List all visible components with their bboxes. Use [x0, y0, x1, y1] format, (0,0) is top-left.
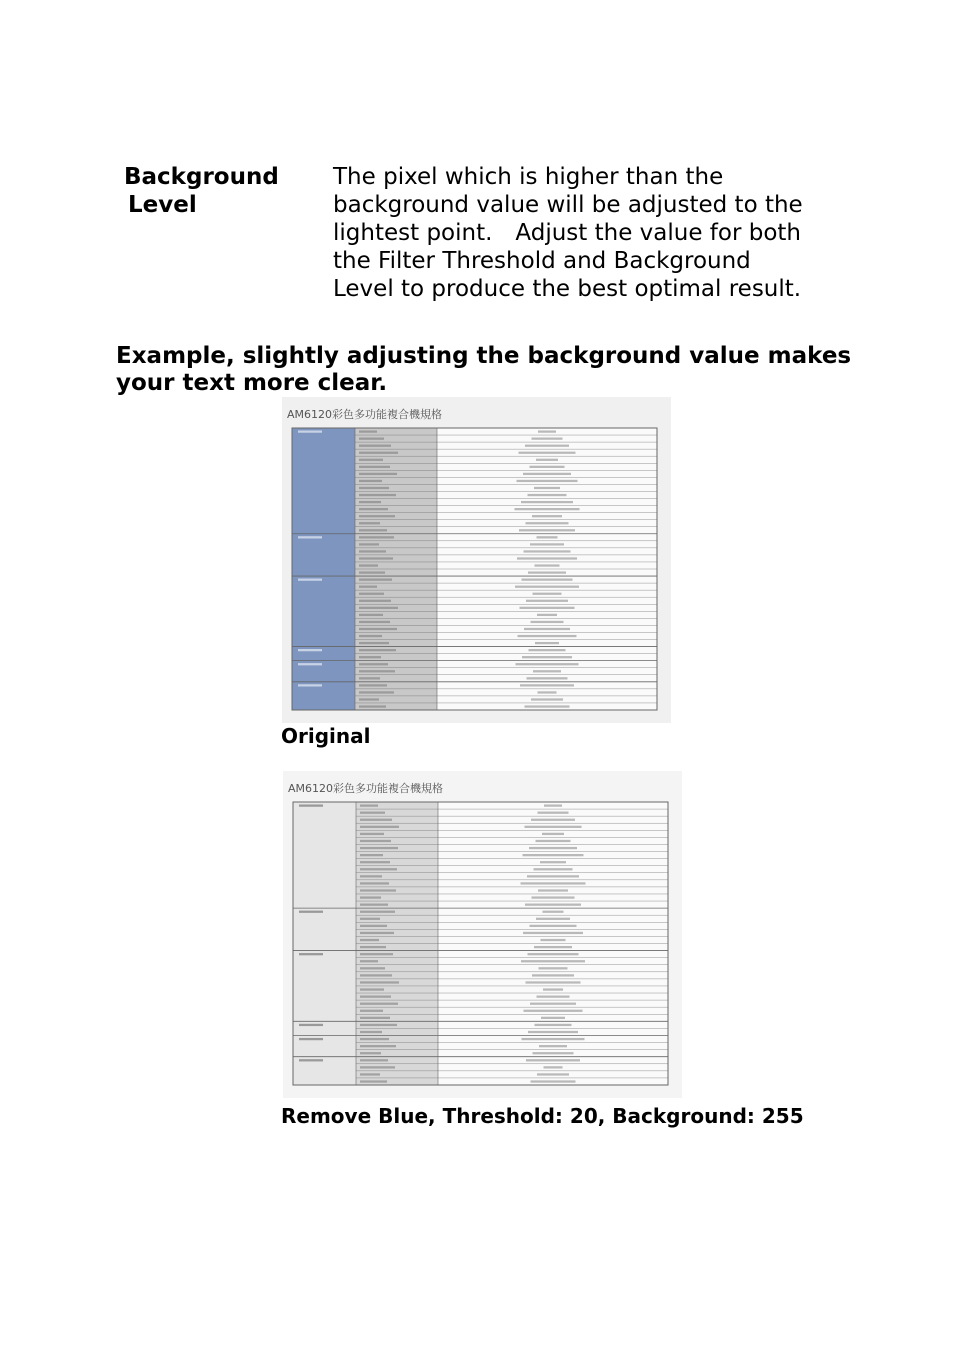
- definition-term: [124, 163, 279, 219]
- example-heading: [116, 343, 876, 397]
- original-caption: Original: [281, 724, 371, 748]
- example-heading-line: your text more clear.: [116, 370, 388, 396]
- term-line-1: Background: [124, 164, 279, 190]
- scan-drawing: [282, 397, 671, 723]
- description-line: background value will be adjusted to the: [333, 192, 803, 218]
- description-line: the Filter Threshold and Background: [333, 248, 751, 274]
- filtered-caption: Remove Blue, Threshold: 20, Background: 255: [281, 1104, 804, 1128]
- scan-title: AM6120彩色多功能複合機規格: [287, 408, 443, 421]
- filtered-scan-image: [283, 771, 682, 1098]
- original-scan-image: [282, 397, 671, 723]
- scan-title: AM6120彩色多功能複合機規格: [288, 782, 444, 795]
- scan-drawing: [283, 771, 682, 1098]
- example-heading-line: Example, slightly adjusting the background value makes: [116, 343, 852, 369]
- description-line: The pixel which is higher than the: [333, 164, 724, 190]
- description-line: lightest point. Adjust the value for both: [333, 220, 802, 246]
- description-line: Level to produce the best optimal result.: [333, 276, 802, 302]
- definition-description: [333, 163, 813, 303]
- term-line-2: Level: [128, 192, 197, 218]
